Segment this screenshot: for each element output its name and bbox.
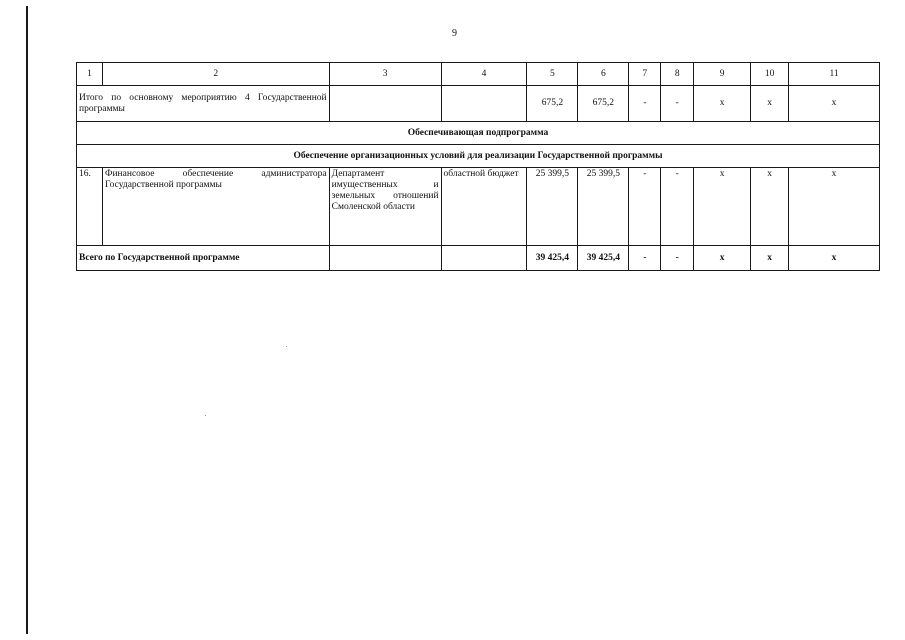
program-table — [76, 62, 880, 271]
total-col3 — [329, 246, 441, 271]
row16-col7: - — [629, 168, 661, 246]
row16-col10: x — [751, 168, 789, 246]
scan-speck — [205, 415, 206, 416]
row16-col6: 25 399,5 — [578, 168, 629, 246]
row16-col9: x — [694, 168, 751, 246]
subsection-title: Обеспечение организационных условий для реализации Государственной программы — [77, 145, 880, 168]
page-left-border-line — [26, 6, 28, 634]
subsection-row — [77, 145, 880, 168]
total-col10: x — [751, 246, 789, 271]
header-cell-6: 6 — [578, 63, 629, 86]
total-col7: - — [629, 246, 661, 271]
page-number: 9 — [452, 28, 457, 39]
table-row-total — [77, 246, 880, 271]
header-cell-1: 1 — [77, 63, 103, 86]
table-row-itogo — [77, 86, 880, 122]
row16-col5: 25 399,5 — [527, 168, 578, 246]
itogo-col10: x — [751, 86, 789, 122]
itogo-col5: 675,2 — [527, 86, 578, 122]
section-row — [77, 122, 880, 145]
itogo-col4 — [441, 86, 527, 122]
header-cell-8: 8 — [661, 63, 694, 86]
itogo-col6: 675,2 — [578, 86, 629, 122]
header-cell-5: 5 — [527, 63, 578, 86]
header-cell-9: 9 — [694, 63, 751, 86]
itogo-label: Итого по основному мероприятию 4 Государственной программы — [77, 86, 330, 122]
row16-col8: - — [661, 168, 694, 246]
total-label: Всего по Государственной программе — [77, 246, 330, 271]
total-col6: 39 425,4 — [578, 246, 629, 271]
table-row-16 — [77, 168, 880, 246]
section-title: Обеспечивающая подпрограмма — [77, 122, 880, 145]
total-col4 — [441, 246, 527, 271]
header-cell-4: 4 — [441, 63, 527, 86]
row16-number: 16. — [77, 168, 103, 246]
header-cell-3: 3 — [329, 63, 441, 86]
total-col8: - — [661, 246, 694, 271]
total-col5: 39 425,4 — [527, 246, 578, 271]
row16-source: областной бюджет — [441, 168, 527, 246]
row16-col11: x — [789, 168, 880, 246]
header-cell-10: 10 — [751, 63, 789, 86]
itogo-col11: x — [789, 86, 880, 122]
itogo-col9: x — [694, 86, 751, 122]
scan-speck — [286, 346, 287, 347]
table-header-row — [77, 63, 880, 86]
header-cell-7: 7 — [629, 63, 661, 86]
total-col11: x — [789, 246, 880, 271]
row16-executor: Департамент имущественных и земельных отношений Смоленской области — [329, 168, 441, 246]
itogo-col8: - — [661, 86, 694, 122]
header-cell-2: 2 — [102, 63, 329, 86]
itogo-col7: - — [629, 86, 661, 122]
header-cell-11: 11 — [789, 63, 880, 86]
row16-label: Финансовое обеспечение администратора Государственной программы — [102, 168, 329, 246]
total-col9: x — [694, 246, 751, 271]
itogo-col3 — [329, 86, 441, 122]
